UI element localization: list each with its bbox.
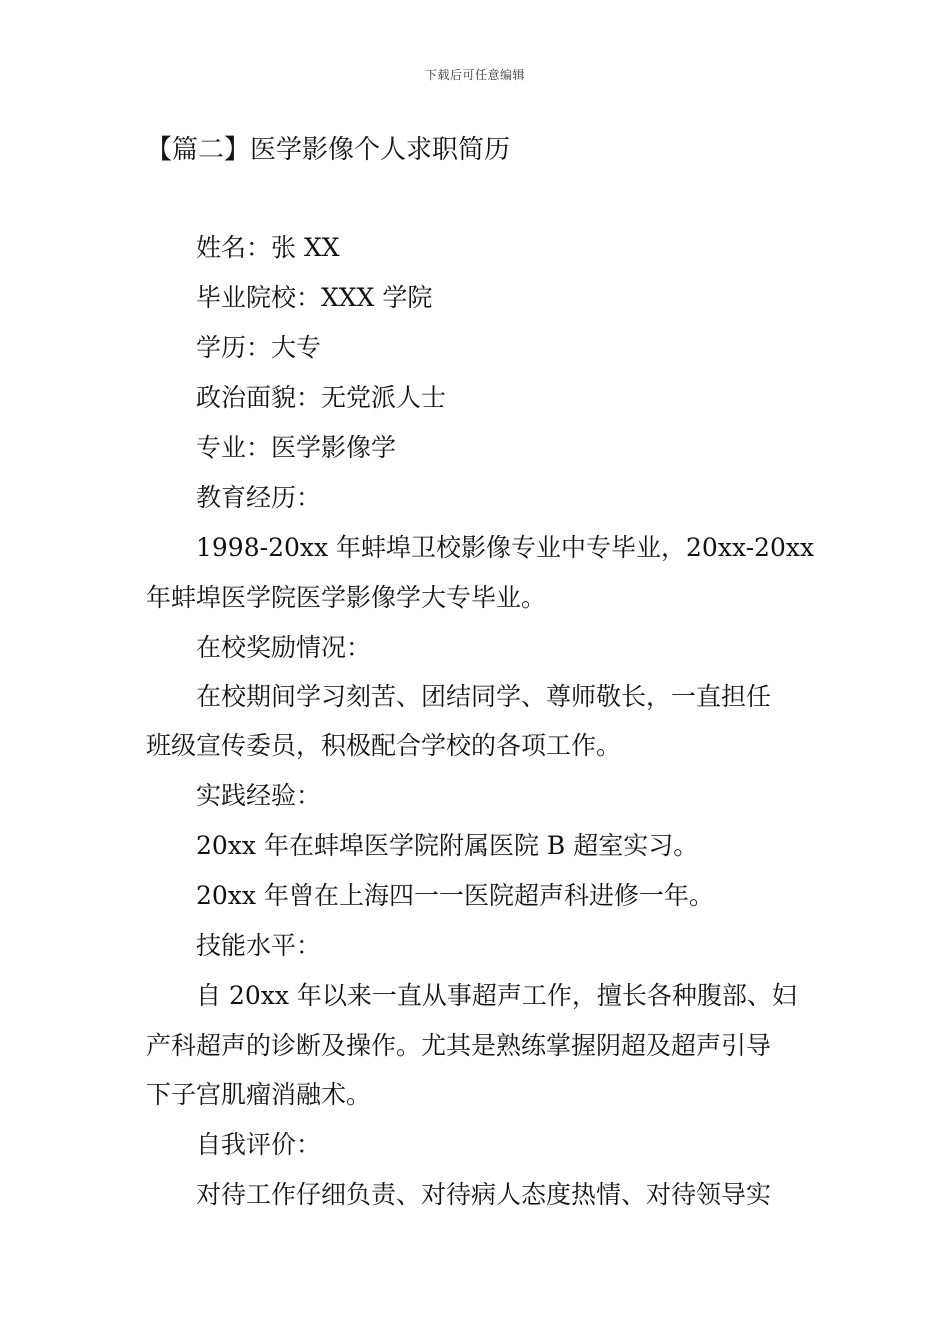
experience-item-1: 20xx 年在蚌埠医学院附属医院 B 超室实习。 — [196, 831, 699, 860]
page-title: 【篇二】医学影像个人求职简历 — [146, 135, 511, 165]
name-line: 姓名：张 XX — [196, 233, 340, 262]
experience-heading: 实践经验： — [196, 781, 322, 810]
header-note: 下载后可任意编辑 — [424, 68, 525, 82]
education-heading: 教育经历： — [196, 483, 322, 512]
skills-text-line-2: 产科超声的诊断及操作。尤其是熟练掌握阴超及超声引导 — [146, 1031, 772, 1060]
education-text-line-1: 1998-20xx 年蚌埠卫校影像专业中专毕业，20xx-20xx — [196, 533, 815, 562]
major-line: 专业：医学影像学 — [196, 433, 397, 462]
degree-line: 学历：大专 — [196, 333, 322, 362]
awards-heading: 在校奖励情况： — [196, 633, 372, 662]
awards-text-line-1: 在校期间学习刻苦、团结同学、尊师敬长，一直担任 — [196, 682, 772, 711]
self-evaluation-text-line-1: 对待工作仔细负责、对待病人态度热情、对待领导实 — [196, 1180, 772, 1209]
school-line: 毕业院校：XXX 学院 — [196, 283, 433, 312]
education-text-line-2: 年蚌埠医学院医学影像学大专毕业。 — [146, 583, 547, 612]
experience-item-2: 20xx 年曾在上海四一一医院超声科进修一年。 — [196, 881, 714, 910]
awards-text-line-2: 班级宣传委员，积极配合学校的各项工作。 — [146, 731, 622, 760]
self-evaluation-heading: 自我评价： — [196, 1130, 322, 1159]
skills-heading: 技能水平： — [196, 931, 322, 960]
skills-text-line-3: 下子宫肌瘤消融术。 — [146, 1080, 372, 1109]
political-status-line: 政治面貌：无党派人士 — [196, 383, 447, 412]
skills-text-line-1: 自 20xx 年以来一直从事超声工作，擅长各种腹部、妇 — [196, 981, 797, 1010]
